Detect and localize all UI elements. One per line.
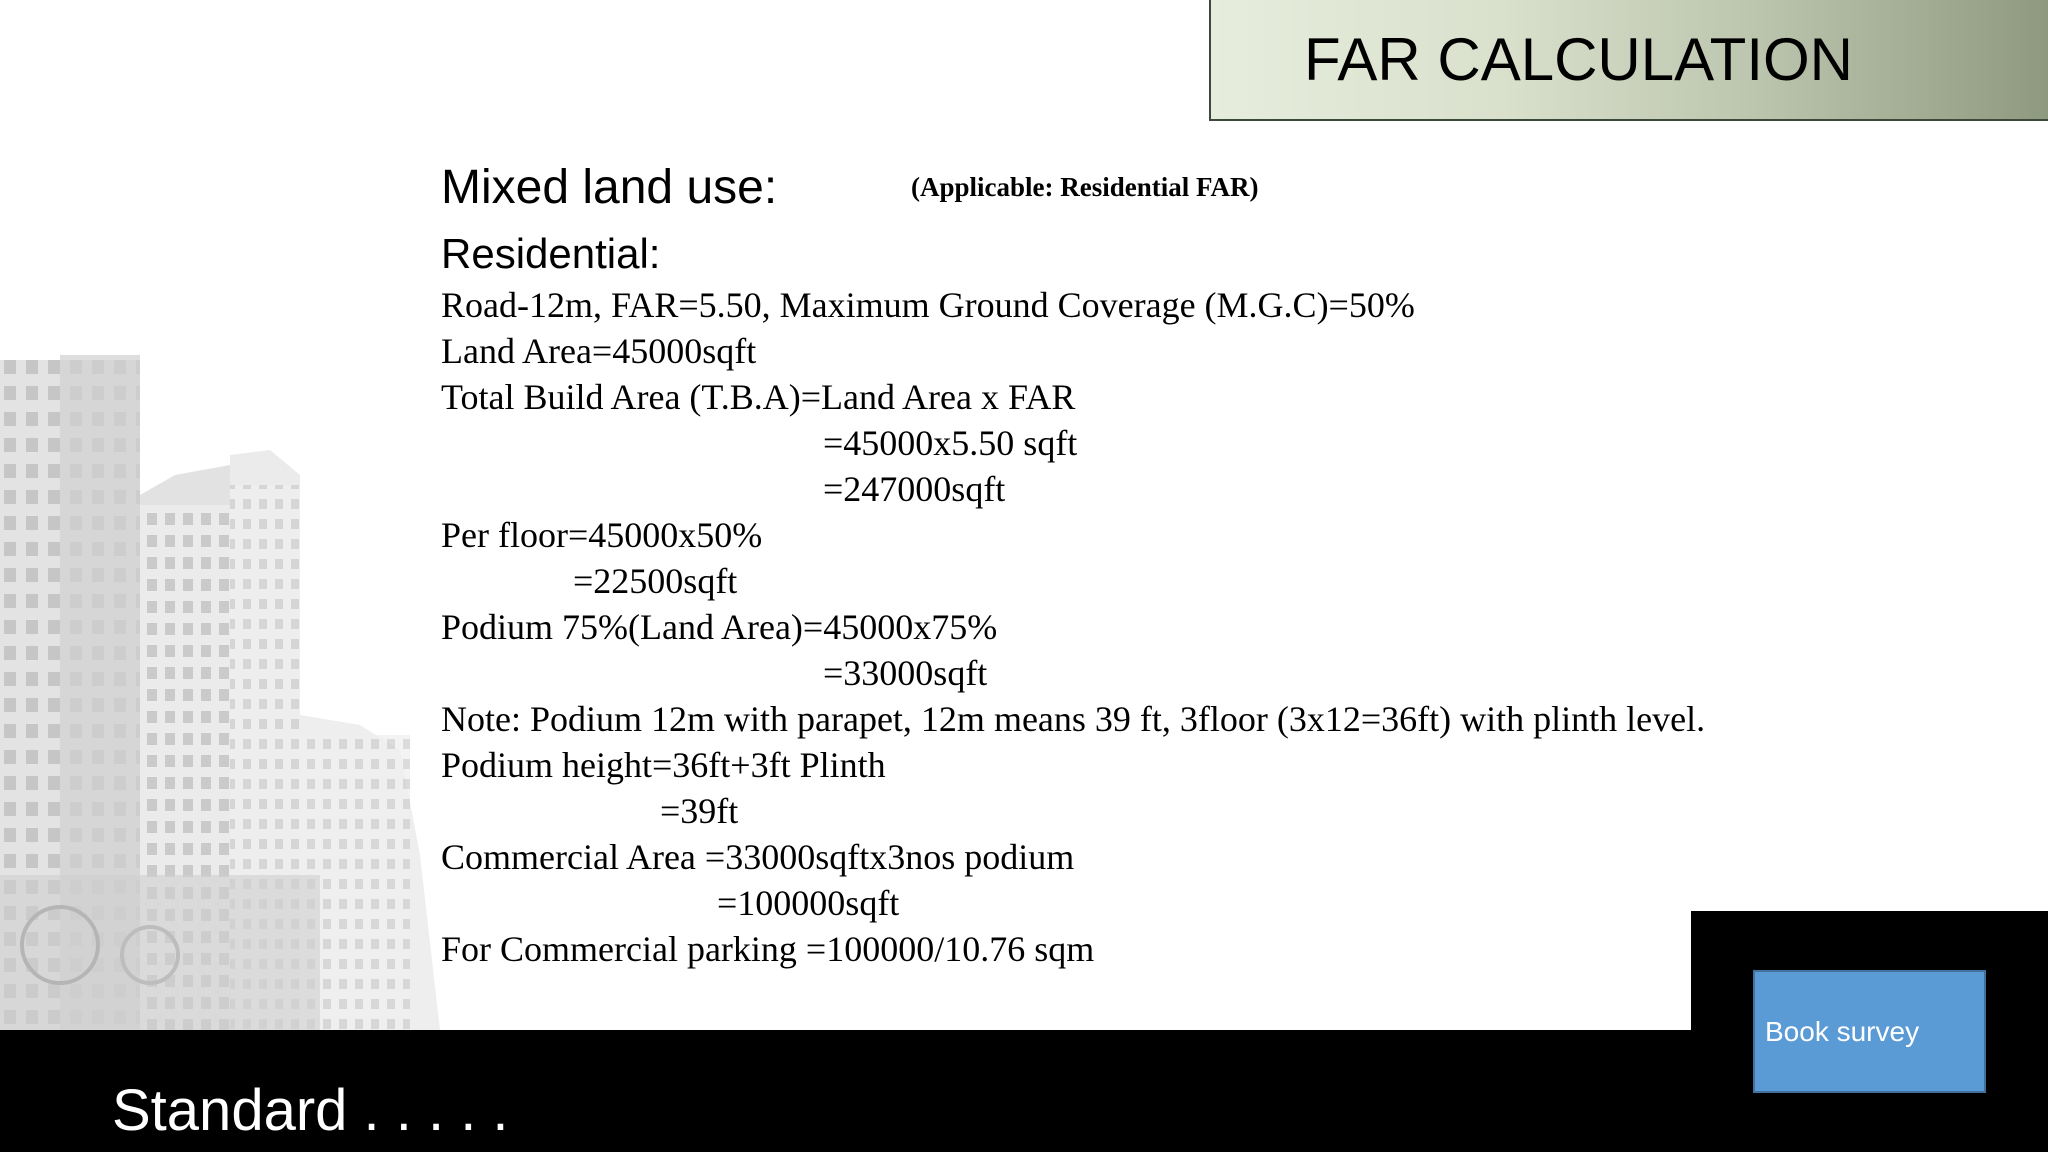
land-area-line: Land Area=45000sqft xyxy=(441,331,757,371)
residential-subheading: Residential: xyxy=(441,230,661,277)
tba-formula-line: =45000x5.50 sqft xyxy=(823,423,1078,463)
building-illustration xyxy=(0,355,450,1030)
title-banner xyxy=(1209,0,2048,121)
total-build-area-line: Total Build Area (T.B.A)=Land Area x FAR xyxy=(441,377,1076,417)
commercial-parking-line: For Commercial parking =100000/10.76 sqm xyxy=(441,929,1095,969)
podium-height-result-line: =39ft xyxy=(660,791,739,831)
footer-caption: Standard . . . . . xyxy=(112,1078,509,1143)
tba-result-line: =247000sqft xyxy=(823,469,1006,509)
calculation-lines xyxy=(441,282,1861,972)
podium-line: Podium 75%(Land Area)=45000x75% xyxy=(441,607,998,647)
calculation-content xyxy=(441,160,1861,972)
mixed-land-use-heading: Mixed land use: xyxy=(441,161,778,214)
page-title: FAR CALCULATION xyxy=(1304,26,1853,93)
per-floor-result-line: =22500sqft xyxy=(573,561,738,601)
per-floor-line: Per floor=45000x50% xyxy=(441,515,763,555)
applicable-note: (Applicable: Residential FAR) xyxy=(911,172,1259,202)
road-far-line: Road-12m, FAR=5.50, Maximum Ground Coverage (M.G.C)=50% xyxy=(441,285,1415,325)
podium-result-line: =33000sqft xyxy=(823,653,988,693)
commercial-area-line: Commercial Area =33000sqftx3nos podium xyxy=(441,837,1075,877)
podium-height-line: Podium height=36ft+3ft Plinth xyxy=(441,745,886,785)
commercial-area-result-line: =100000sqft xyxy=(717,883,900,923)
book-survey-button[interactable]: Book survey xyxy=(1753,970,1986,1093)
heading-row xyxy=(441,160,1861,226)
note-line: Note: Podium 12m with parapet, 12m means 39 ft, 3floor (3x12=36ft) with plinth level. xyxy=(441,699,1706,739)
